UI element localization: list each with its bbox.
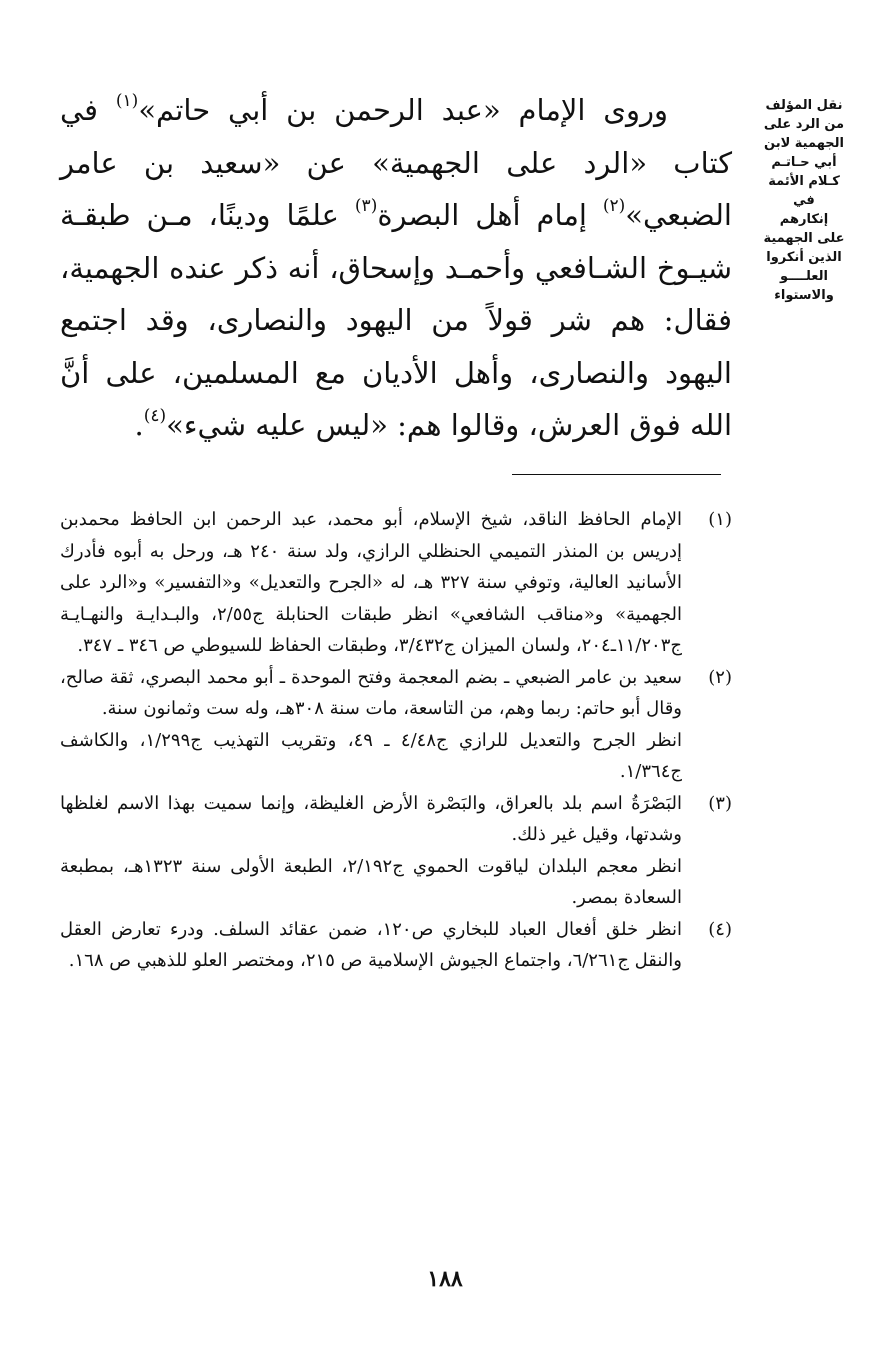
- main-text-segment: في كتاب «الرد على الجهمية» عن «سعيد بن عامر الضبعي»: [60, 93, 732, 232]
- footnote-number: (١): [708, 509, 732, 530]
- margin-note-line: العلــــو: [780, 269, 828, 284]
- margin-note-line: كـلام الأئمة: [768, 174, 840, 189]
- footnote-body: [60, 788, 682, 914]
- margin-note-line: الذين أنكروا: [766, 250, 842, 265]
- footnote-body: [60, 914, 682, 977]
- margin-note-line: على الجهمية: [763, 231, 845, 246]
- footnote-ref-1[interactable]: (١): [115, 91, 139, 111]
- main-text-segment: إمام أهل البصرة: [377, 198, 603, 232]
- margin-note-line: إنكارهم: [779, 212, 829, 227]
- footnote-ref-2[interactable]: (٢): [602, 196, 626, 216]
- footnote-number: (٣): [708, 792, 732, 814]
- footnote-body: [60, 662, 682, 788]
- footnote-1: [60, 504, 732, 662]
- footnote-3: [60, 788, 732, 914]
- margin-note: [760, 96, 848, 305]
- footnote-2: [60, 662, 732, 788]
- margin-note-line: الجهمية لابن: [764, 136, 844, 151]
- main-text-segment: وروى الإمام «عبد الرحمن بن أبي حاتم»: [138, 93, 668, 127]
- margin-note-line: في: [793, 193, 815, 208]
- footnote-paragraph: انظر خلق أفعال العباد للبخاري ص١٢٠، ضمن عقائد السلف. ودرء تعارض العقل والنقل ج٦/٢٦١، واجتماع الجيوش الإسلامية ص ٢١٥، ومختصر العلو للذهبي ص ١٦٨.: [60, 918, 682, 971]
- margin-note-line: أبي حـاتـم: [771, 155, 837, 170]
- margin-note-line: نقل المؤلف: [765, 98, 843, 113]
- footnote-separator: [512, 474, 721, 475]
- footnote-paragraph: انظر معجم البلدان لياقوت الحموي ج٢/١٩٢، الطبعة الأولى سنة ١٣٢٣هـ، بمطبعة السعادة بمصر.: [60, 855, 683, 908]
- footnote-paragraph: سعيد بن عامر الضبعي ـ بضم المعجمة وفتح الموحدة ـ أبو محمد البصري، ثقة صالح، وقال أبو حاتم: ربما وهم، من التاسعة، مات سنة ٣٠٨هـ، وله ست وثمانون سنة.: [60, 666, 682, 719]
- footnotes: [60, 504, 732, 977]
- footnote-paragraph: انظر الجرح والتعديل للرازي ج٤/٤٨ ـ ٤٩، وتقريب التهذيب ج١/٢٩٩، والكاشف ج١/٣٦٤.: [60, 729, 682, 782]
- main-body-text: [60, 84, 732, 452]
- main-text-segment: .: [134, 408, 144, 442]
- page-number: ١٨٨: [427, 1266, 463, 1292]
- footnote-ref-3[interactable]: (٣): [354, 196, 378, 216]
- footnote-4: [60, 914, 732, 977]
- footnote-paragraph: البَصْرَةُ اسم بلد بالعراق، والبَصْرة الأرض الغليظة، وإنما سميت بهذا الاسم لغلظها وشدتها، وقيل غير ذلك.: [60, 792, 682, 845]
- margin-note-line: من الرد على: [763, 117, 845, 132]
- footnote-number: (٢): [708, 666, 732, 688]
- margin-note-line: والاستواء: [774, 288, 834, 303]
- main-paragraph: [60, 84, 732, 452]
- footnote-body: [60, 504, 682, 662]
- main-text-segment: علمًا ودينًا، مـن طبقـة شيـوخ الشـافعي وأحمـد وإسحاق، أنه ذكر عنده الجهمية، فقال: هم شر قولاً من اليهود والنصارى، وقد اجتمع اليهود والنصارى، وأهل الأديان مع المسلمين، على أنَّ الله فوق العرش، وقالوا هم: «ليس عليه شيء»: [60, 198, 732, 442]
- footnote-ref-4[interactable]: (٤): [143, 406, 167, 426]
- footnote-paragraph: الإمام الحافظ الناقد، شيخ الإسلام، أبو محمد، عبد الرحمن ابن الحافظ محمدبن إدريس بن المنذر التميمي الحنظلي الرازي، ولد سنة ٢٤٠ هـ، ورحل به أبوه فأدرك الأسانيد العالية، وتوفي سنة ٣٢٧ هـ، له «الجرح والتعديل» و«التفسير» و«الرد على الجهمية» و«مناقب الشافعي» انظر طبقات الحنابلة ج٢/٥٥، والبـدايـة والنهـايـة ج١١/٢٠٣ـ٢٠٤، ولسان الميزان ج٣/٤٣٢، وطبقات الحفاظ للسيوطي ص ٣٤٦ ـ ٣٤٧.: [60, 509, 682, 656]
- footnote-number: (٤): [708, 918, 732, 940]
